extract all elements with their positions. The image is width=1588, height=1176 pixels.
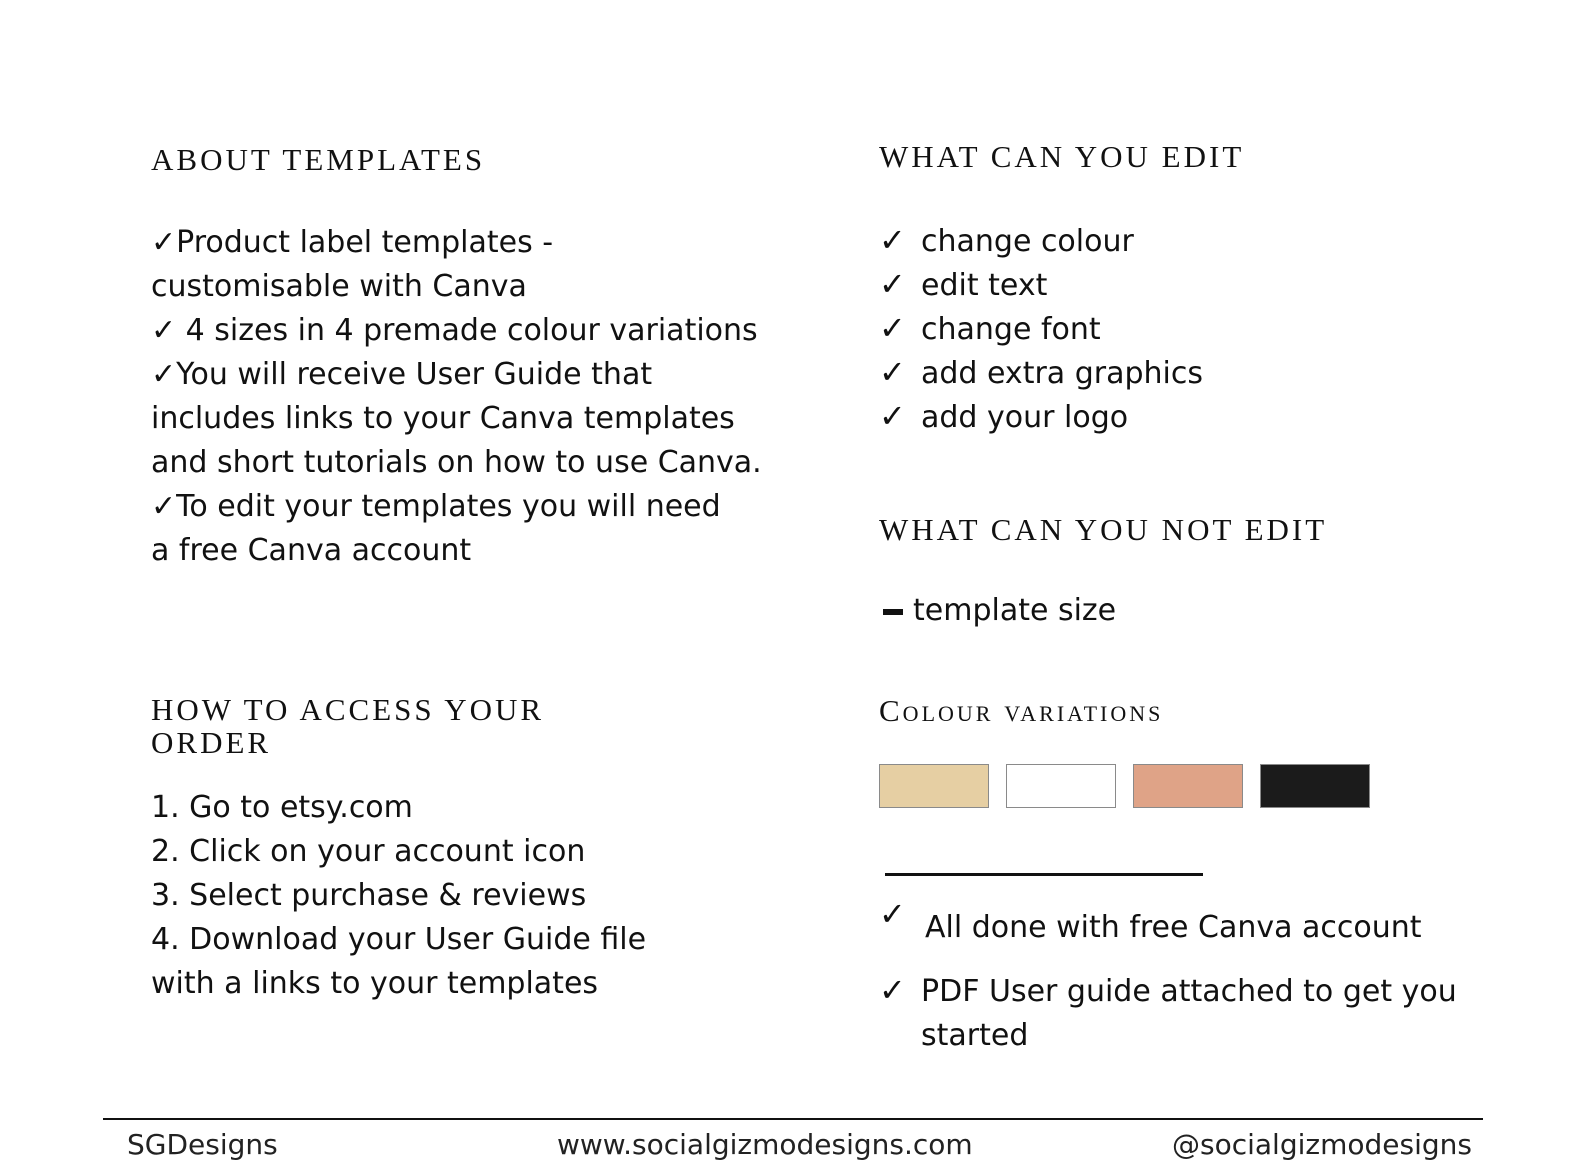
extra-item-label: started (921, 1018, 1029, 1053)
can-edit-item (879, 394, 1203, 438)
about-line: customisable with Canva (151, 269, 527, 304)
about-line: ✓Product label templates - (151, 225, 554, 260)
check-icon: ✓ (879, 353, 906, 391)
can-edit-item (879, 350, 1203, 394)
can-edit-heading: WHAT CAN YOU EDIT (879, 139, 1245, 174)
access-heading-line: ORDER (151, 725, 272, 760)
extra-item-guide (879, 968, 1457, 1058)
access-step: with a links to your templates (151, 966, 599, 1001)
can-edit-list (879, 218, 1203, 438)
about-line: ✓ 4 sizes in 4 premade colour variations (151, 313, 758, 348)
check-icon: ✓ (879, 221, 906, 259)
access-step: 4. Download your User Guide file (151, 922, 647, 957)
colour-swatch-white (1006, 764, 1116, 808)
can-edit-item (879, 306, 1203, 350)
footer-divider (103, 1118, 1483, 1120)
can-edit-label: change colour (921, 224, 1134, 259)
can-edit-label: add extra graphics (921, 356, 1203, 391)
colour-swatches (879, 764, 1370, 808)
check-icon: ✓ (879, 265, 906, 303)
section-divider (885, 873, 1203, 876)
colour-swatch-peach (1133, 764, 1243, 808)
about-templates-heading: ABOUT TEMPLATES (151, 142, 486, 177)
colour-swatch-black (1260, 764, 1370, 808)
about-line: a free Canva account (151, 533, 472, 568)
about-line: and short tutorials on how to use Canva. (151, 445, 762, 480)
extra-item-label: PDF User guide attached to get you (921, 974, 1457, 1009)
access-step: 3. Select purchase & reviews (151, 878, 587, 913)
can-edit-label: change font (921, 312, 1101, 347)
can-edit-label: add your logo (921, 400, 1129, 435)
cannot-edit-item (883, 589, 1116, 633)
about-templates-text (151, 221, 762, 573)
check-icon: ✓ (879, 895, 906, 933)
access-order-heading (151, 693, 544, 759)
footer-website: www.socialgizmodesigns.com (557, 1128, 973, 1161)
footer-brand: SGDesigns (127, 1128, 278, 1161)
can-edit-item (879, 218, 1203, 262)
extra-item-label: All done with free Canva account (925, 910, 1422, 945)
colour-variations-heading: Colour variations (879, 693, 1164, 728)
check-icon: ✓ (879, 971, 906, 1009)
about-line: ✓To edit your templates you will need (151, 489, 721, 524)
check-icon: ✓ (879, 309, 906, 347)
footer-handle: @socialgizmodesigns (1172, 1128, 1472, 1161)
can-edit-label: edit text (921, 268, 1048, 303)
dash-icon (883, 609, 903, 615)
access-heading-line: HOW TO ACCESS YOUR (151, 692, 545, 727)
can-edit-item (879, 262, 1203, 306)
colour-swatch-beige (879, 764, 989, 808)
cannot-edit-label: template size (913, 593, 1117, 628)
access-step: 1. Go to etsy.com (151, 790, 413, 825)
about-line: ✓You will receive User Guide that (151, 357, 653, 392)
check-icon: ✓ (879, 397, 906, 435)
about-line: includes links to your Canva templates (151, 401, 735, 436)
extra-item-canva (879, 895, 1422, 950)
access-step: 2. Click on your account icon (151, 834, 586, 869)
access-steps (151, 786, 646, 1006)
cannot-edit-heading: WHAT CAN YOU NOT EDIT (879, 512, 1328, 547)
